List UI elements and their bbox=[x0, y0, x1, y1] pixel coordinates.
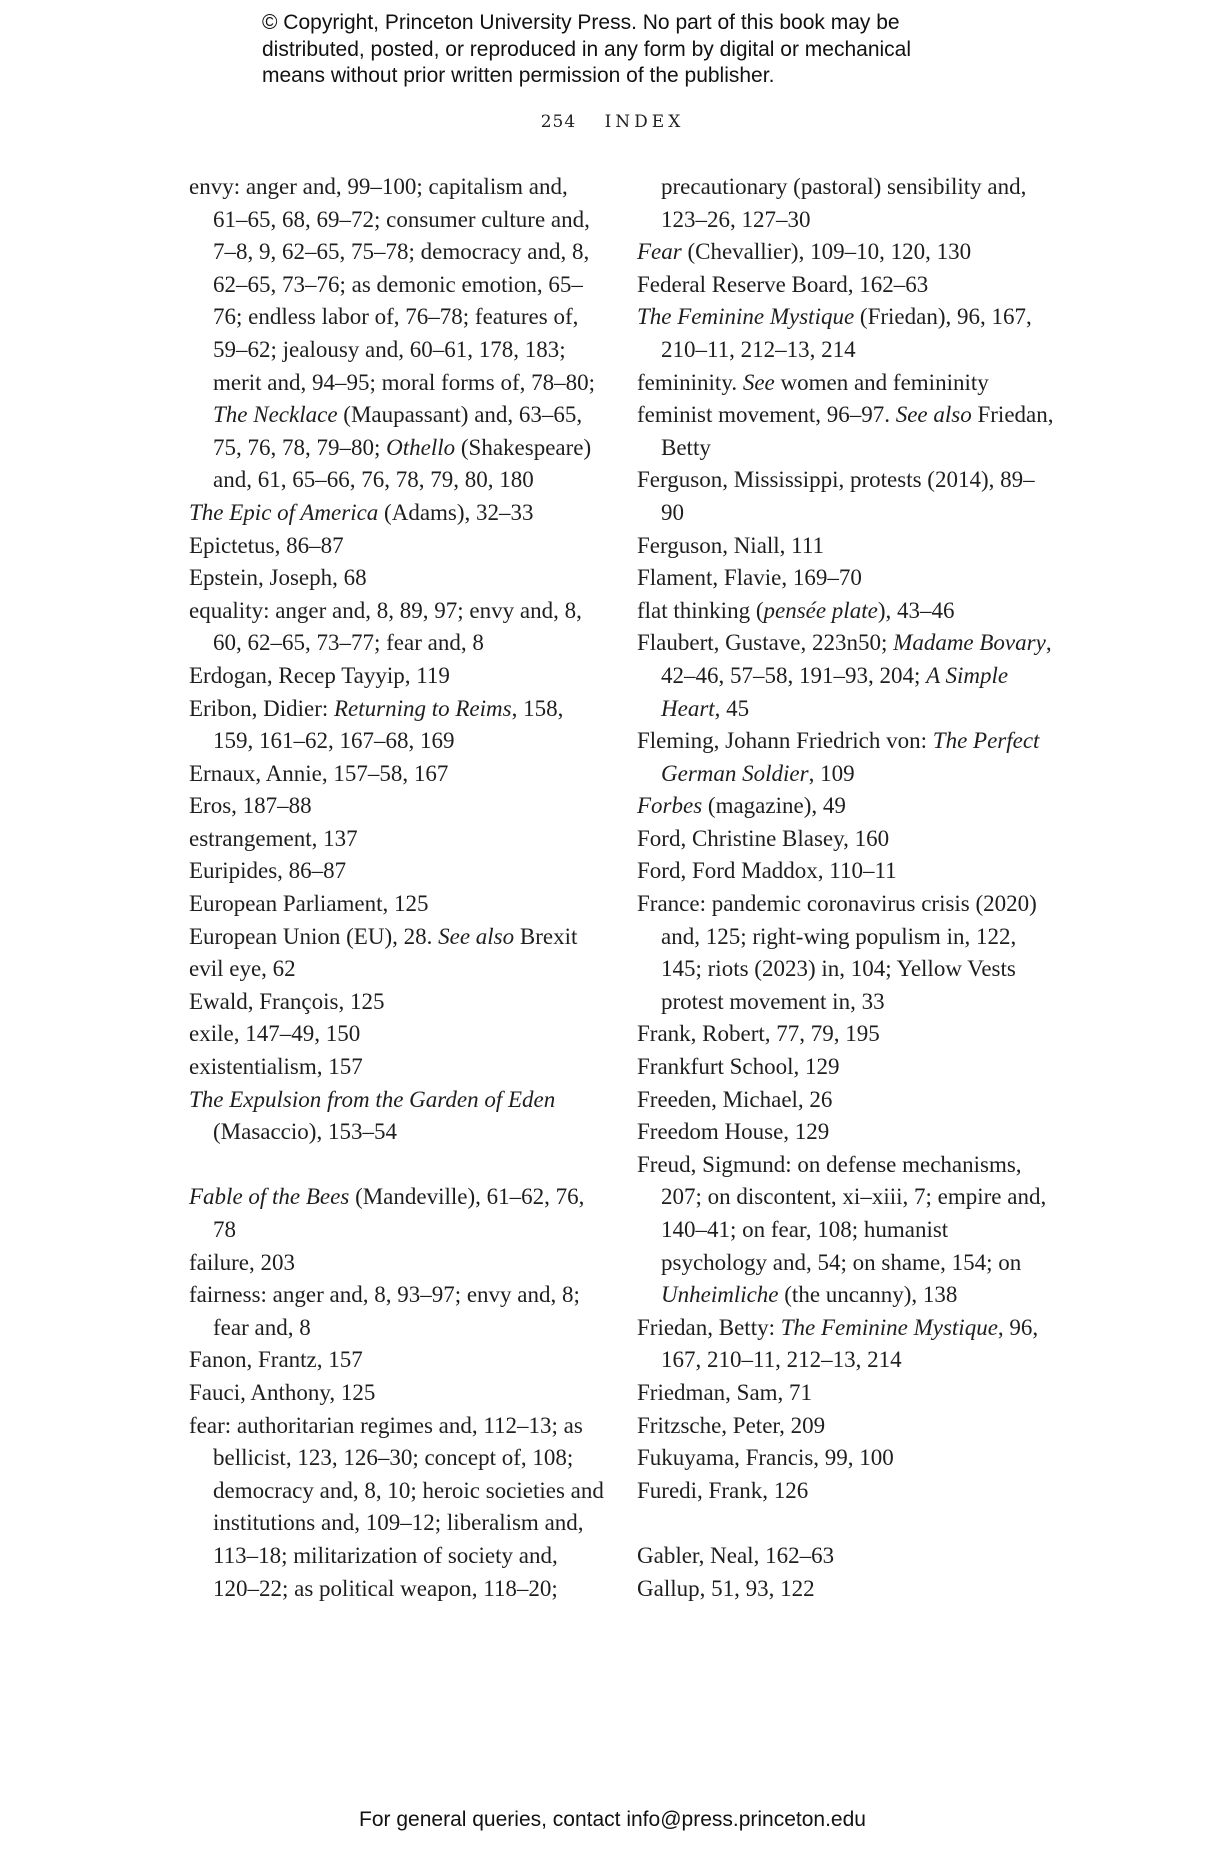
index-entry: Ewald, François, 125 bbox=[189, 988, 385, 1014]
index-entry: Fritzsche, Peter, 209 bbox=[637, 1412, 826, 1438]
index-column-right bbox=[637, 171, 1057, 1605]
index-entry: Freud, Sigmund: on defense mechanisms, 207; on discontent, xi–xiii, 7; empire and, 140–41; on fear, 108; humanist psychology and, 54; on shame, 154; on Unheimliche (the uncanny), 138 bbox=[637, 1151, 1047, 1308]
index-entry: Fable of the Bees (Mandeville), 61–62, 76, 78 bbox=[189, 1184, 585, 1242]
index-entry: evil eye, 62 bbox=[189, 956, 296, 982]
page-number: 254 bbox=[540, 112, 577, 132]
running-head bbox=[0, 112, 1225, 132]
index-entry: The Expulsion from the Garden of Eden (Masaccio), 153–54 bbox=[189, 1086, 556, 1145]
index-entry: Federal Reserve Board, 162–63 bbox=[637, 271, 929, 297]
index-entry: existentialism, 157 bbox=[189, 1054, 363, 1080]
index-entry: Ernaux, Annie, 157–58, 167 bbox=[189, 760, 449, 786]
index-entry: estrangement, 137 bbox=[189, 825, 358, 851]
index-entry: fear: authoritarian regimes and, 112–13; as bellicist, 123, 126–30; concept of, 108; democracy and, 8, 10; heroic societies and institutions and, 109–12; liberalism and, 113–18; militarization of society and, 120–22; as political weapon, 118–20; bbox=[189, 1412, 604, 1601]
index-column-left bbox=[189, 171, 604, 1605]
index-entry: Ford, Christine Blasey, 160 bbox=[637, 825, 890, 851]
index-entry: Furedi, Frank, 126 bbox=[637, 1477, 809, 1503]
index-entry: Gallup, 51, 93, 122 bbox=[637, 1575, 815, 1601]
index-entry: Ferguson, Niall, 111 bbox=[637, 532, 824, 558]
index-entry: envy: anger and, 99–100; capitalism and, 61–65, 68, 69–72; consumer culture and, 7–8, 9, 62–65, 75–78; democracy and, 8, 62–65, 73–76; as demonic emotion, 65–76; endless labor of, 76–78; features of, 59–62; jealousy and, 60–61, 178, 183; merit and, 94–95; moral forms of, 78–80; The Necklace (Maupassant) and, 63–65, 75, 76, 78, 79–80; Othello (Shakespeare) and, 61, 65–66, 76, 78, 79, 80, 180 bbox=[189, 174, 595, 493]
index-entry: European Parliament, 125 bbox=[189, 891, 429, 917]
letter-group-gap bbox=[637, 1507, 1057, 1540]
index-entry: The Feminine Mystique (Friedan), 96, 167, 210–11, 212–13, 214 bbox=[637, 304, 1032, 362]
index-entry: Eribon, Didier: Returning to Reims, 158, 159, 161–62, 167–68, 169 bbox=[189, 695, 564, 754]
index-entry: Frank, Robert, 77, 79, 195 bbox=[637, 1021, 880, 1047]
index-entry: Forbes (magazine), 49 bbox=[637, 793, 846, 819]
index-entry: Euripides, 86–87 bbox=[189, 858, 347, 884]
index-entry: exile, 147–49, 150 bbox=[189, 1021, 361, 1047]
index-entry: Friedan, Betty: The Feminine Mystique, 96, 167, 210–11, 212–13, 214 bbox=[637, 1314, 1039, 1373]
index-entry: Fauci, Anthony, 125 bbox=[189, 1379, 376, 1405]
copyright-notice bbox=[262, 10, 1022, 90]
copyright-line-1: © Copyright, Princeton University Press. No part of this book may be bbox=[262, 11, 900, 34]
index-entry: equality: anger and, 8, 89, 97; envy and, 8, 60, 62–65, 73–77; fear and, 8 bbox=[189, 597, 582, 656]
index-entry: Ferguson, Mississippi, protests (2014), 89–90 bbox=[637, 467, 1035, 525]
index-entry: fairness: anger and, 8, 93–97; envy and, 8; fear and, 8 bbox=[189, 1282, 580, 1340]
index-entry: femininity. See women and femininity bbox=[637, 369, 989, 395]
index-entry: precautionary (pastoral) sensibility and, 123–26, 127–30 bbox=[661, 174, 1027, 232]
index-entry: Frankfurt School, 129 bbox=[637, 1054, 840, 1080]
index-entry: Freeden, Michael, 26 bbox=[637, 1086, 833, 1112]
copyright-line-3: means without prior written permission of the publisher. bbox=[262, 64, 775, 87]
index-entry: France: pandemic coronavirus crisis (2020) and, 125; right-wing populism in, 122, 145; riots (2023) in, 104; Yellow Vests protest movement in, 33 bbox=[637, 891, 1037, 1014]
index-entry: flat thinking (pensée plate), 43–46 bbox=[637, 597, 955, 623]
section-title: INDEX bbox=[604, 112, 685, 132]
index-entry: Fleming, Johann Friedrich von: The Perfect German Soldier, 109 bbox=[637, 728, 1040, 786]
index-entry: Fukuyama, Francis, 99, 100 bbox=[637, 1445, 894, 1471]
index-entry: Erdogan, Recep Tayyip, 119 bbox=[189, 662, 450, 688]
copyright-line-2: distributed, posted, or reproduced in any form by digital or mechanical bbox=[262, 37, 912, 61]
index-entry: Flaubert, Gustave, 223n50; Madame Bovary, 42–46, 57–58, 191–93, 204; A Simple Heart, 45 bbox=[637, 630, 1052, 721]
index-entry: European Union (EU), 28. See also Brexit bbox=[189, 923, 578, 949]
index-entry: Eros, 187–88 bbox=[189, 793, 312, 819]
letter-group-gap bbox=[189, 1149, 604, 1182]
index-entry: Friedman, Sam, 71 bbox=[637, 1379, 813, 1405]
footer-contact: For general queries, contact info@press.princeton.edu bbox=[359, 1808, 866, 1831]
index-entry: Freedom House, 129 bbox=[637, 1119, 830, 1145]
index-entry: failure, 203 bbox=[189, 1249, 296, 1275]
index-entry: Flament, Flavie, 169–70 bbox=[637, 565, 862, 591]
index-entry: Fear (Chevallier), 109–10, 120, 130 bbox=[637, 239, 972, 265]
index-entry: Fanon, Frantz, 157 bbox=[189, 1347, 363, 1373]
index-entry: Epstein, Joseph, 68 bbox=[189, 565, 367, 591]
index-entry: Gabler, Neal, 162–63 bbox=[637, 1542, 835, 1568]
index-entry: feminist movement, 96–97. See also Friedan, Betty bbox=[637, 402, 1054, 460]
index-entry: The Epic of America (Adams), 32–33 bbox=[189, 499, 534, 525]
index-entry: Ford, Ford Maddox, 110–11 bbox=[637, 858, 897, 884]
index-entry: Epictetus, 86–87 bbox=[189, 532, 344, 558]
